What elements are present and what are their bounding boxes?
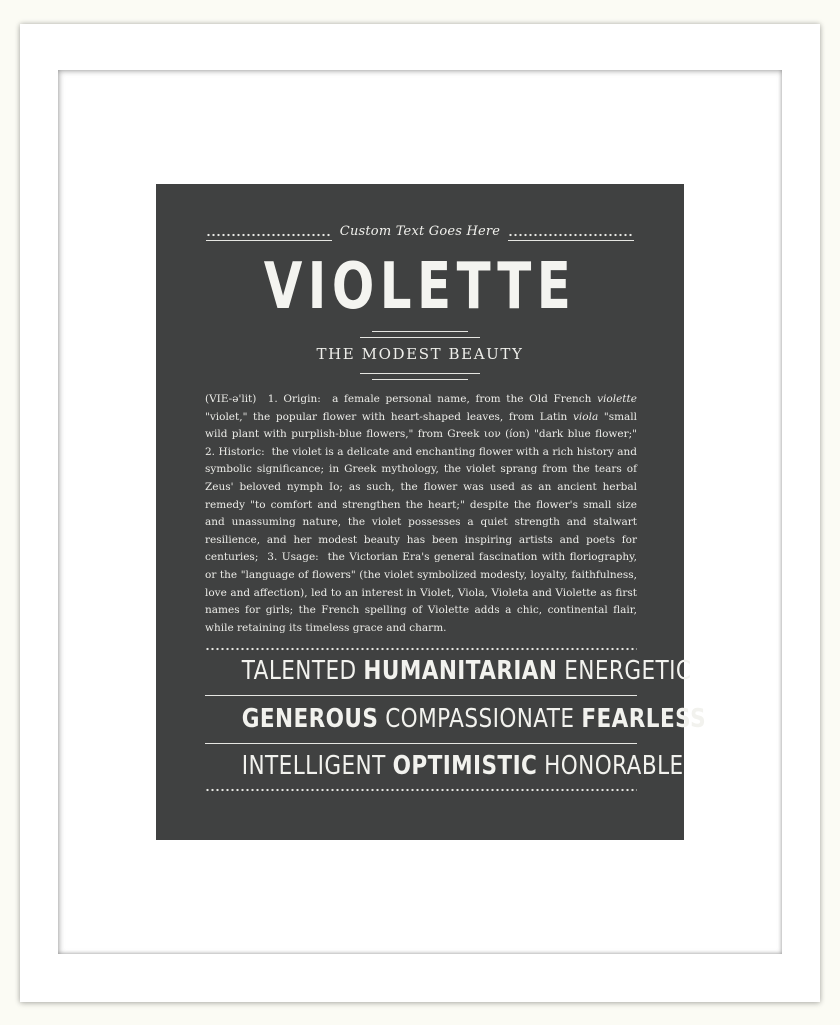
trait-word: HUMANITARIAN	[363, 656, 558, 686]
tagline-text: Custom Text Goes Here	[339, 224, 501, 239]
trait-word: ENERGETIC	[564, 656, 692, 686]
trait-word: GENEROUS	[241, 704, 379, 734]
trait-divider-1	[205, 695, 637, 696]
name-definition	[205, 391, 637, 637]
trait-row-1	[241, 656, 692, 686]
trait-word: INTELLIGENT	[241, 751, 386, 781]
usage-label: 3. Usage:	[267, 551, 319, 564]
historic-text: the violet is a delicate and enchanting flower with a rich history and symbolic significance; in Greek mythology, the violet sprang from the tears of Zeus' beloved nymph Io; as such, the flower was used as an ancient herbal remedy "to comfort and strengthen the heart;" despite the flower's small size and unassuming nature, the violet possesses a quiet strength and stalwart resilience, and her modest beauty has been inspiring artists and poets for centuries;	[205, 445, 637, 564]
origin-label: 1. Origin:	[267, 393, 321, 405]
origin-word-1: violette	[597, 393, 637, 405]
name-poster	[156, 184, 707, 840]
name-underline-top	[372, 331, 468, 332]
historic-label: 2. Historic:	[205, 445, 265, 458]
subtitle-underline-top	[360, 373, 480, 374]
poster-subtitle: THE MODEST BEAUTY	[316, 345, 524, 363]
origin-word-2: viola	[572, 410, 599, 423]
trait-row-3	[241, 751, 684, 781]
tagline-row	[206, 222, 634, 246]
rule-left	[206, 240, 332, 241]
trait-divider-2	[205, 743, 637, 744]
trait-word: OPTIMISTIC	[392, 751, 538, 781]
rule-right	[508, 240, 634, 241]
origin-text-2: "violet," the popular flower with heart-shaped leaves, from Latin	[205, 410, 568, 423]
trait-word: TALENTED	[241, 656, 357, 686]
dotted-rule-right	[508, 232, 634, 238]
trait-row-2	[241, 704, 707, 734]
trait-word: FEARLESS	[581, 704, 707, 734]
origin-text-1: a female personal name, from the Old French	[332, 393, 592, 405]
usage-text: the Victorian Era's general fascination with floriography, or the "language of flowers" (the violet symbolized modesty, loyalty, faithfulness, love and affection), led to an interest in Violet, Viola, Violeta and Violette as first names for girls; the French spelling of Violette adds a chic, continental flair, while retaining its timeless grace and charm.	[205, 551, 637, 634]
name-underline-bottom	[360, 337, 480, 338]
poster-name: VIOLETTE	[263, 250, 577, 324]
pronunciation: (VIE-ə'lit)	[205, 393, 257, 405]
trait-word: HONORABLE	[544, 751, 684, 781]
subtitle-underline-bottom	[372, 379, 468, 380]
dotted-rule-traits-bottom	[205, 787, 637, 793]
trait-word: COMPASSIONATE	[385, 704, 575, 734]
dotted-rule-traits-top	[205, 646, 637, 652]
origin-text-3: "small wild plant with purplish-blue flowers," from Greek ιον (íon) "dark blue flower;"	[205, 410, 638, 441]
